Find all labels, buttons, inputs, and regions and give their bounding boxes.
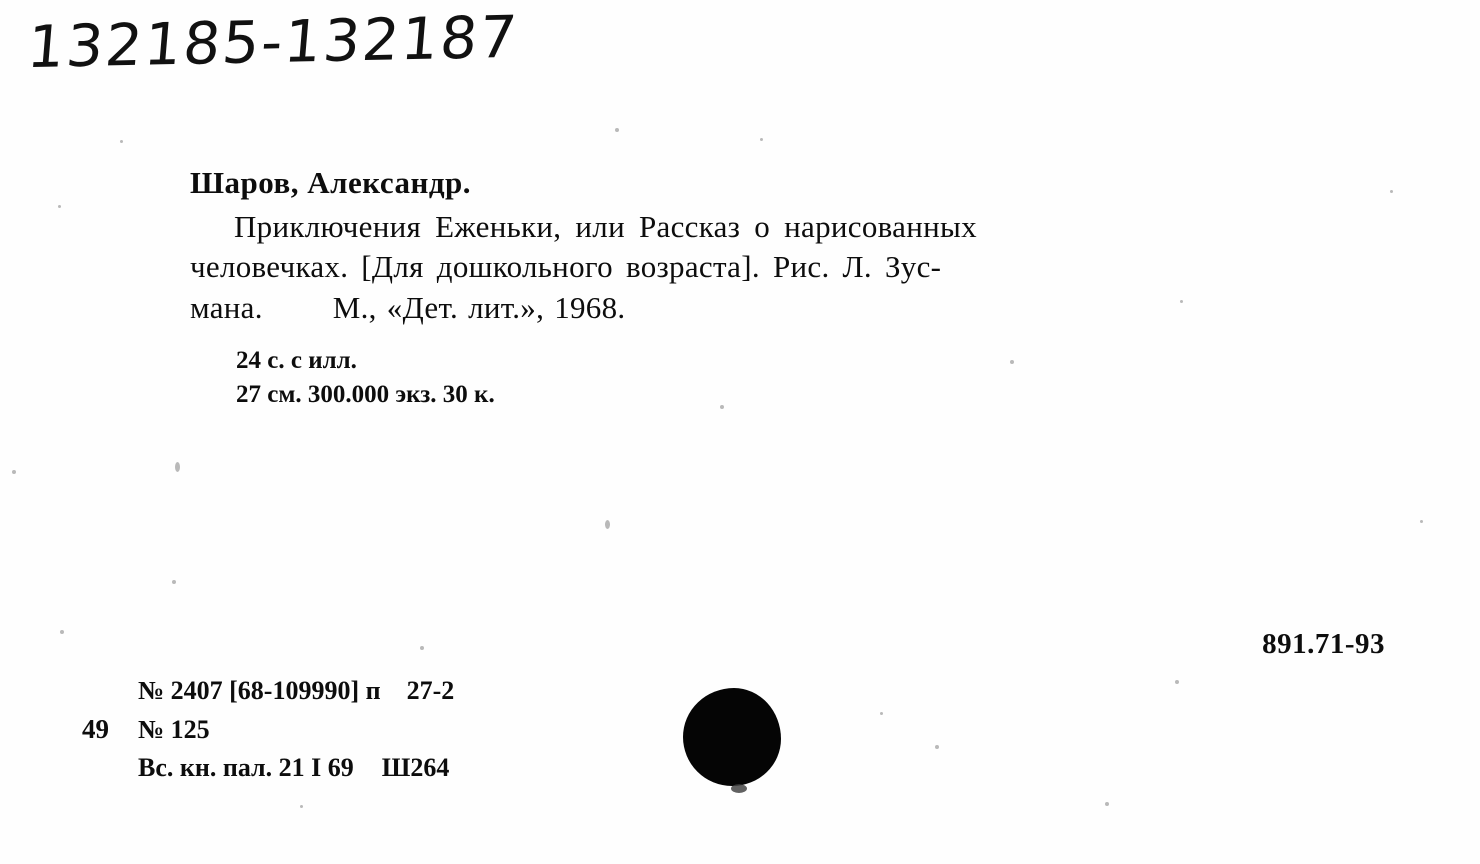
shelf-number: 49 [82, 713, 109, 744]
imprint-statement: М., «Дет. лит.», 1968. [332, 289, 626, 325]
title-line-3 [190, 288, 1380, 328]
author-heading: Шаров, Александр. [190, 165, 472, 200]
paper-speck [880, 712, 883, 715]
classification-number: 891.71-93 [1262, 628, 1385, 660]
registration-row-3 [82, 749, 454, 787]
paper-speck [605, 520, 610, 529]
paper-speck [175, 462, 180, 472]
paper-speck [1390, 190, 1393, 193]
handwritten-accession-number: 132185-132187 [24, 2, 522, 82]
paper-speck [60, 630, 64, 634]
title-line-1: Приключения Еженьки, или Рассказ о нарисованных [234, 209, 977, 244]
paper-speck [1105, 802, 1109, 806]
ink-blot-stamp [683, 688, 781, 786]
paper-speck [760, 138, 763, 141]
paper-speck [172, 580, 176, 584]
book-chamber-date: Вс. кн. пал. 21 I 69 [138, 752, 354, 782]
registration-block [82, 672, 454, 787]
paper-speck [615, 128, 619, 132]
paper-speck [935, 745, 939, 749]
collation-pages: 24 с. с илл. [236, 346, 357, 374]
registration-row-1 [82, 672, 454, 710]
collation-size-print-run-price: 27 см. 300.000 экз. 30 к. [236, 380, 495, 408]
ink-blot-smudge [731, 784, 747, 793]
bibliographic-record [190, 165, 1380, 411]
author-mark: Ш264 [381, 752, 450, 782]
title-statement [190, 207, 1380, 328]
paper-speck [120, 140, 123, 143]
registration-row-2 [82, 710, 454, 749]
registration-number-1: № 2407 [68-109990] п 27-2 [138, 676, 455, 705]
illustrator-name-continuation: мана. [190, 289, 263, 325]
paper-speck [58, 205, 61, 208]
paper-speck [420, 646, 424, 650]
paper-speck [1175, 680, 1179, 684]
title-line-2: человечках. [Для дошкольного возраста]. Рис. Л. Зус- [190, 249, 942, 285]
paper-speck [1420, 520, 1423, 523]
paper-speck [300, 805, 303, 808]
registration-number-2: № 125 [138, 714, 210, 744]
paper-speck [12, 470, 16, 474]
collation-block [236, 344, 1380, 412]
